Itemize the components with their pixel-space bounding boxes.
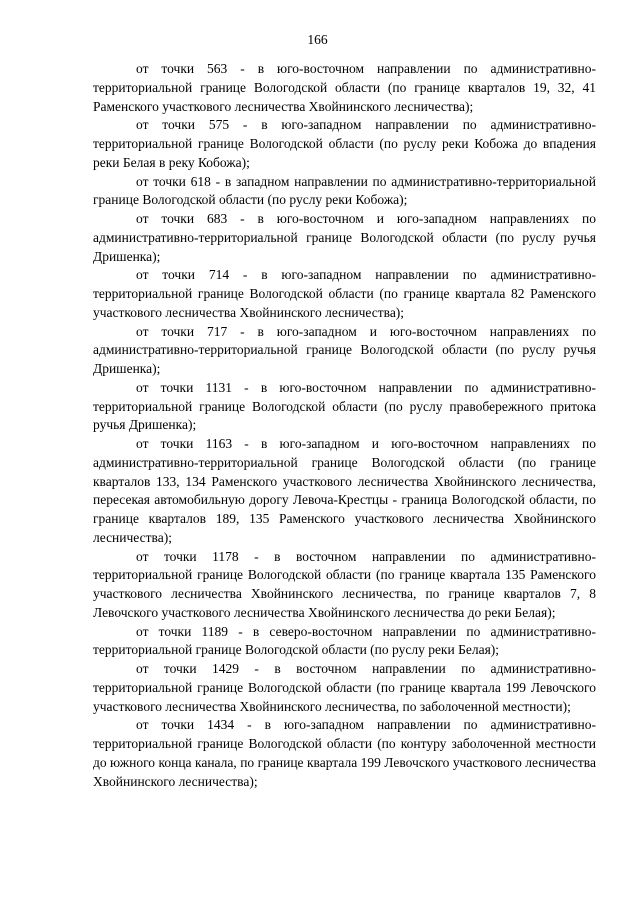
paragraph-point-714: от точки 714 - в юго-западном направлении по административно-территориальной границе Вологодской области (по границе квартала 82 Раменского участкового лесничества Хвойнинского лесничества); (93, 267, 596, 320)
paragraph-point-683: от точки 683 - в юго-восточном и юго-западном направлениях по административно-территориальной границе Вологодской области (по руслу ручья Дришенка); (93, 211, 596, 264)
paragraph-point-717: от точки 717 - в юго-западном и юго-восточном направлениях по административно-территориальной границе Вологодской области (по руслу ручья Дришенка); (93, 323, 596, 376)
paragraph-point-618: от точки 618 - в западном направлении по административно-территориальной границе Вологодской области (по руслу реки Кобожа); (93, 173, 596, 208)
paragraph-point-563: от точки 563 - в юго-восточном направлении по административно-территориальной границе Вологодской области (по границе кварталов 19, 32, 41 Раменского участкового лесничества Хвойнинского лесничества); (93, 61, 596, 114)
paragraph-point-1434: от точки 1434 - в юго-западном направлении по административно-территориальной границе Вологодской области (по контуру заболоченной местности до южного конца канала, по границе квартала 199 Левочского участкового лесничества Хвойнинского лесничества); (93, 717, 596, 789)
document-body (93, 60, 596, 791)
page-number: 166 (307, 32, 328, 47)
paragraph-point-1131: от точки 1131 - в юго-восточном направлении по административно-территориальной границе Вологодской области (по руслу правобережного притока ручья Дришенка); (93, 379, 596, 433)
paragraph-point-1163: от точки 1163 - в юго-западном и юго-восточном направлениях по административно-территориальной границе Вологодской области (по границе кварталов 133, 134 Раменского участкового лесничества Хвойнинского лесничества, пересекая автомобильную дорогу Левоча-Крестцы - граница Вологодской области, по границе кварталов 189, 135 Раменского участкового лесничества Хвойнинского лесничества); (93, 436, 596, 545)
paragraph-point-1429: от точки 1429 - в восточном направлении по административно-территориальной границе Вологодской области (по границе квартала 199 Левочского участкового лесничества Хвойнинского лесничества, по заболоченной местности); (93, 661, 596, 714)
paragraph-point-1189: от точки 1189 - в северо-восточном направлении по административно-территориальной границе Вологодской области (по руслу реки Белая); (93, 623, 596, 658)
paragraph-point-1178: от точки 1178 - в восточном направлении по административно-территориальной границе Вологодской области (по границе квартала 135 Раменского участкового лесничества Хвойнинского лесничества, по границе кварталов 7, 8 Левочского участкового лесничества Хвойнинского лесничества до реки Белая); (93, 548, 596, 620)
paragraph-point-575: от точки 575 - в юго-западном направлении по административно-территориальной границе Вологодской области (по руслу реки Кобожа до впадения реки Белая в реку Кобожа); (93, 117, 596, 170)
